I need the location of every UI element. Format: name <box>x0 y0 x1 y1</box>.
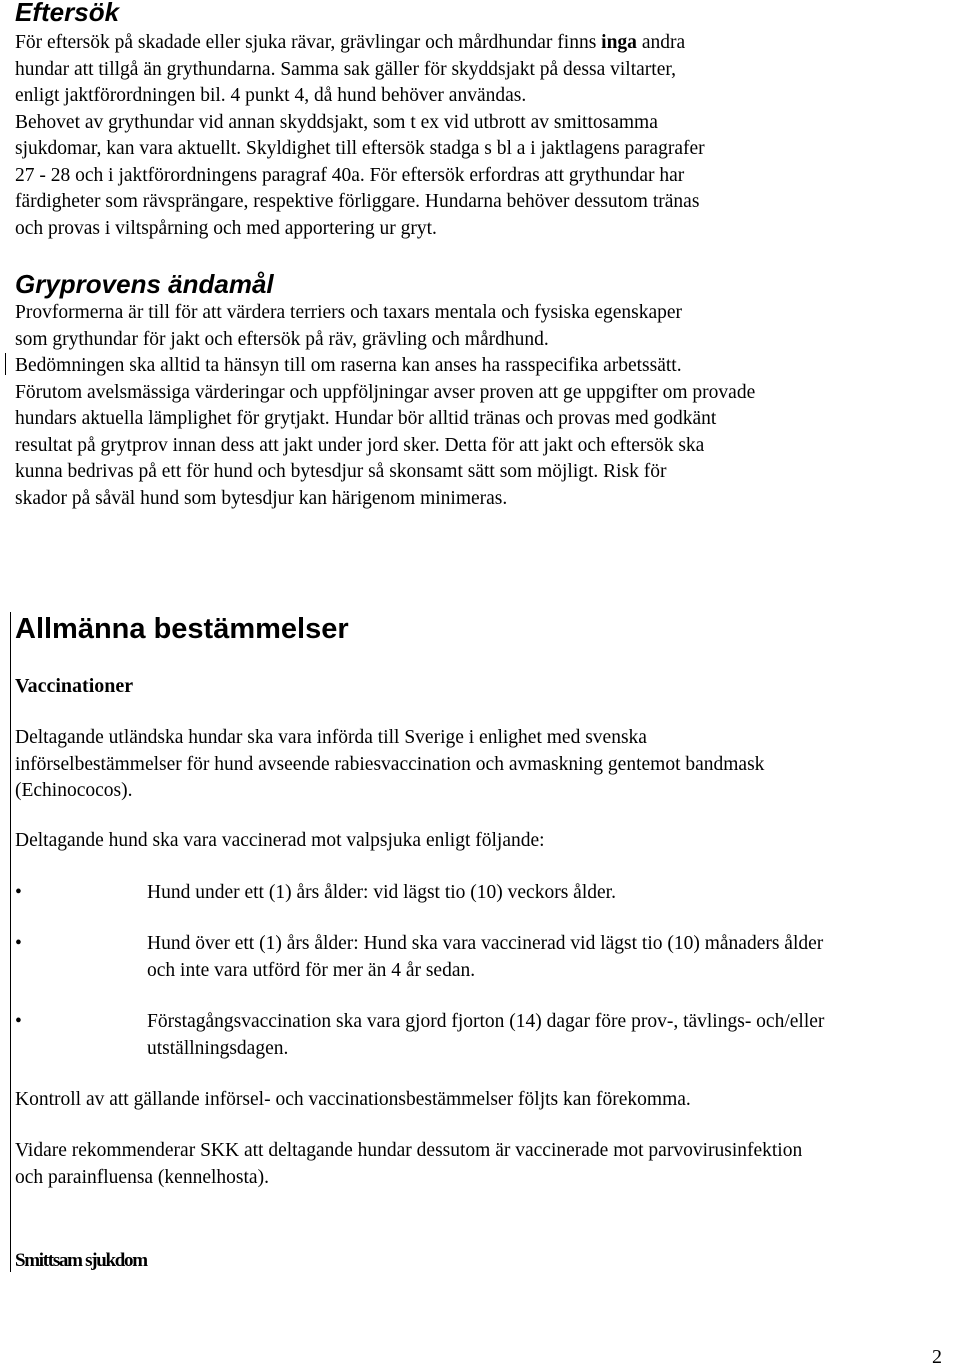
smittsam-sjukdom-heading: Smittsam sjukdom <box>15 1250 147 1271</box>
paragraph-line: Bedömningen ska alltid ta hänsyn till om raserna kan anses ha rasspecifika arbetssätt. <box>15 355 682 376</box>
bullet-marker: • <box>15 882 22 903</box>
paragraph-line: Vidare rekommenderar SKK att deltagande hundar dessutom är vaccinerade mot parvovirusinfektion <box>15 1140 803 1161</box>
allmanna-heading: Allmänna bestämmelser <box>15 613 349 645</box>
bullet-line: Förstagångsvaccination ska vara gjord fjorton (14) dagar före prov-, tävlings- och/eller <box>147 1011 825 1032</box>
paragraph-line: resultat på grytprov innan dess att jakt under jord sker. Detta för att jakt och eftersök ska <box>15 434 705 456</box>
paragraph-line: hundar att tillgå än grythundarna. Samma sak gäller för skyddsjakt på dessa viltarter, <box>15 58 676 80</box>
paragraph-line: enligt jaktförordningen bil. 4 punkt 4, då hund behöver användas. <box>15 85 527 106</box>
bullet-marker: • <box>15 933 22 954</box>
paragraph-line: färdigheter som rävsprängare, respektive förliggare. Hundarna behöver dessutom tränas <box>15 191 700 212</box>
paragraph-line: Provformerna är till för att värdera terriers och taxars mentala och fysiska egenskaper <box>15 302 683 323</box>
paragraph-line: Deltagande utländska hundar ska vara införda till Sverige i enlighet med svenska <box>15 727 647 748</box>
paragraph-line: och provas i viltspårning och med apportering ur gryt. <box>15 217 437 239</box>
eftersok-paragraph <box>15 30 945 242</box>
bullet-line: Hund under ett (1) års ålder: vid lägst tio (10) veckors ålder. <box>147 882 616 903</box>
paragraph-line: skador på såväl hund som bytesdjur kan härigenom minimeras. <box>15 487 508 509</box>
gryprovens-heading: Gryprovens ändamål <box>15 269 274 299</box>
vidare-paragraph <box>15 1138 945 1191</box>
paragraph-line: och parainfluensa (kennelhosta). <box>15 1166 269 1188</box>
paragraph-line: (Echinococos). <box>15 780 133 801</box>
vaccinationer-heading: Vaccinationer <box>15 675 134 697</box>
change-bar <box>5 353 6 375</box>
paragraph-line: sjukdomar, kan vara aktuellt. Skyldighet till eftersök stadga s bl a i jaktlagens paragrafer <box>15 138 705 159</box>
emphasis-text: inga <box>601 32 637 53</box>
valpsjuka-paragraph: Deltagande hund ska vara vaccinerad mot valpsjuka enligt följande: <box>15 830 545 851</box>
gryprovens-paragraph <box>15 300 945 512</box>
bullet-marker: • <box>15 1011 22 1032</box>
paragraph-line: Förutom avelsmässiga värderingar och uppföljningar avser proven att ge uppgifter om provade <box>15 381 756 403</box>
paragraph-line: Behovet av grythundar vid annan skyddsjakt, som t ex vid utbrott av smittosamma <box>15 111 658 133</box>
kontroll-paragraph: Kontroll av att gällande införsel- och vaccinationsbestämmelser följts kan förekomma. <box>15 1089 691 1110</box>
bullet-item <box>147 931 947 984</box>
paragraph-line: kunna bedrivas på ett för hund och bytesdjur så skonsamt sätt som möjligt. Risk för <box>15 461 667 482</box>
paragraph-line: som grythundar för jakt och eftersök på räv, grävling och mårdhund. <box>15 328 549 350</box>
utlandska-paragraph <box>15 725 945 805</box>
eftersok-heading: Eftersök <box>15 0 120 27</box>
bullet-line: och inte vara utförd för mer än 4 år sedan. <box>147 959 476 981</box>
page-number: 2 <box>932 1346 942 1368</box>
bullet-item <box>147 880 947 907</box>
paragraph-line: införselbestämmelser för hund avseende rabiesvaccination och avmaskning gentemot bandmask <box>15 753 765 775</box>
change-bar <box>10 612 11 1272</box>
paragraph-line: För eftersök på skadade eller sjuka rävar, grävlingar och mårdhundar finns inga andra <box>15 32 686 53</box>
bullet-line: utställningsdagen. <box>147 1037 289 1059</box>
paragraph-line: hundars aktuella lämplighet för grytjakt. Hundar bör alltid tränas och provas med godkänt <box>15 408 717 429</box>
bullet-line: Hund över ett (1) års ålder: Hund ska vara vaccinerad vid lägst tio (10) månaders ålder <box>147 933 824 954</box>
bullet-item <box>147 1009 947 1062</box>
paragraph-line: 27 - 28 och i jaktförordningens paragraf 40a. För eftersök erfordras att grythundar har <box>15 164 685 186</box>
